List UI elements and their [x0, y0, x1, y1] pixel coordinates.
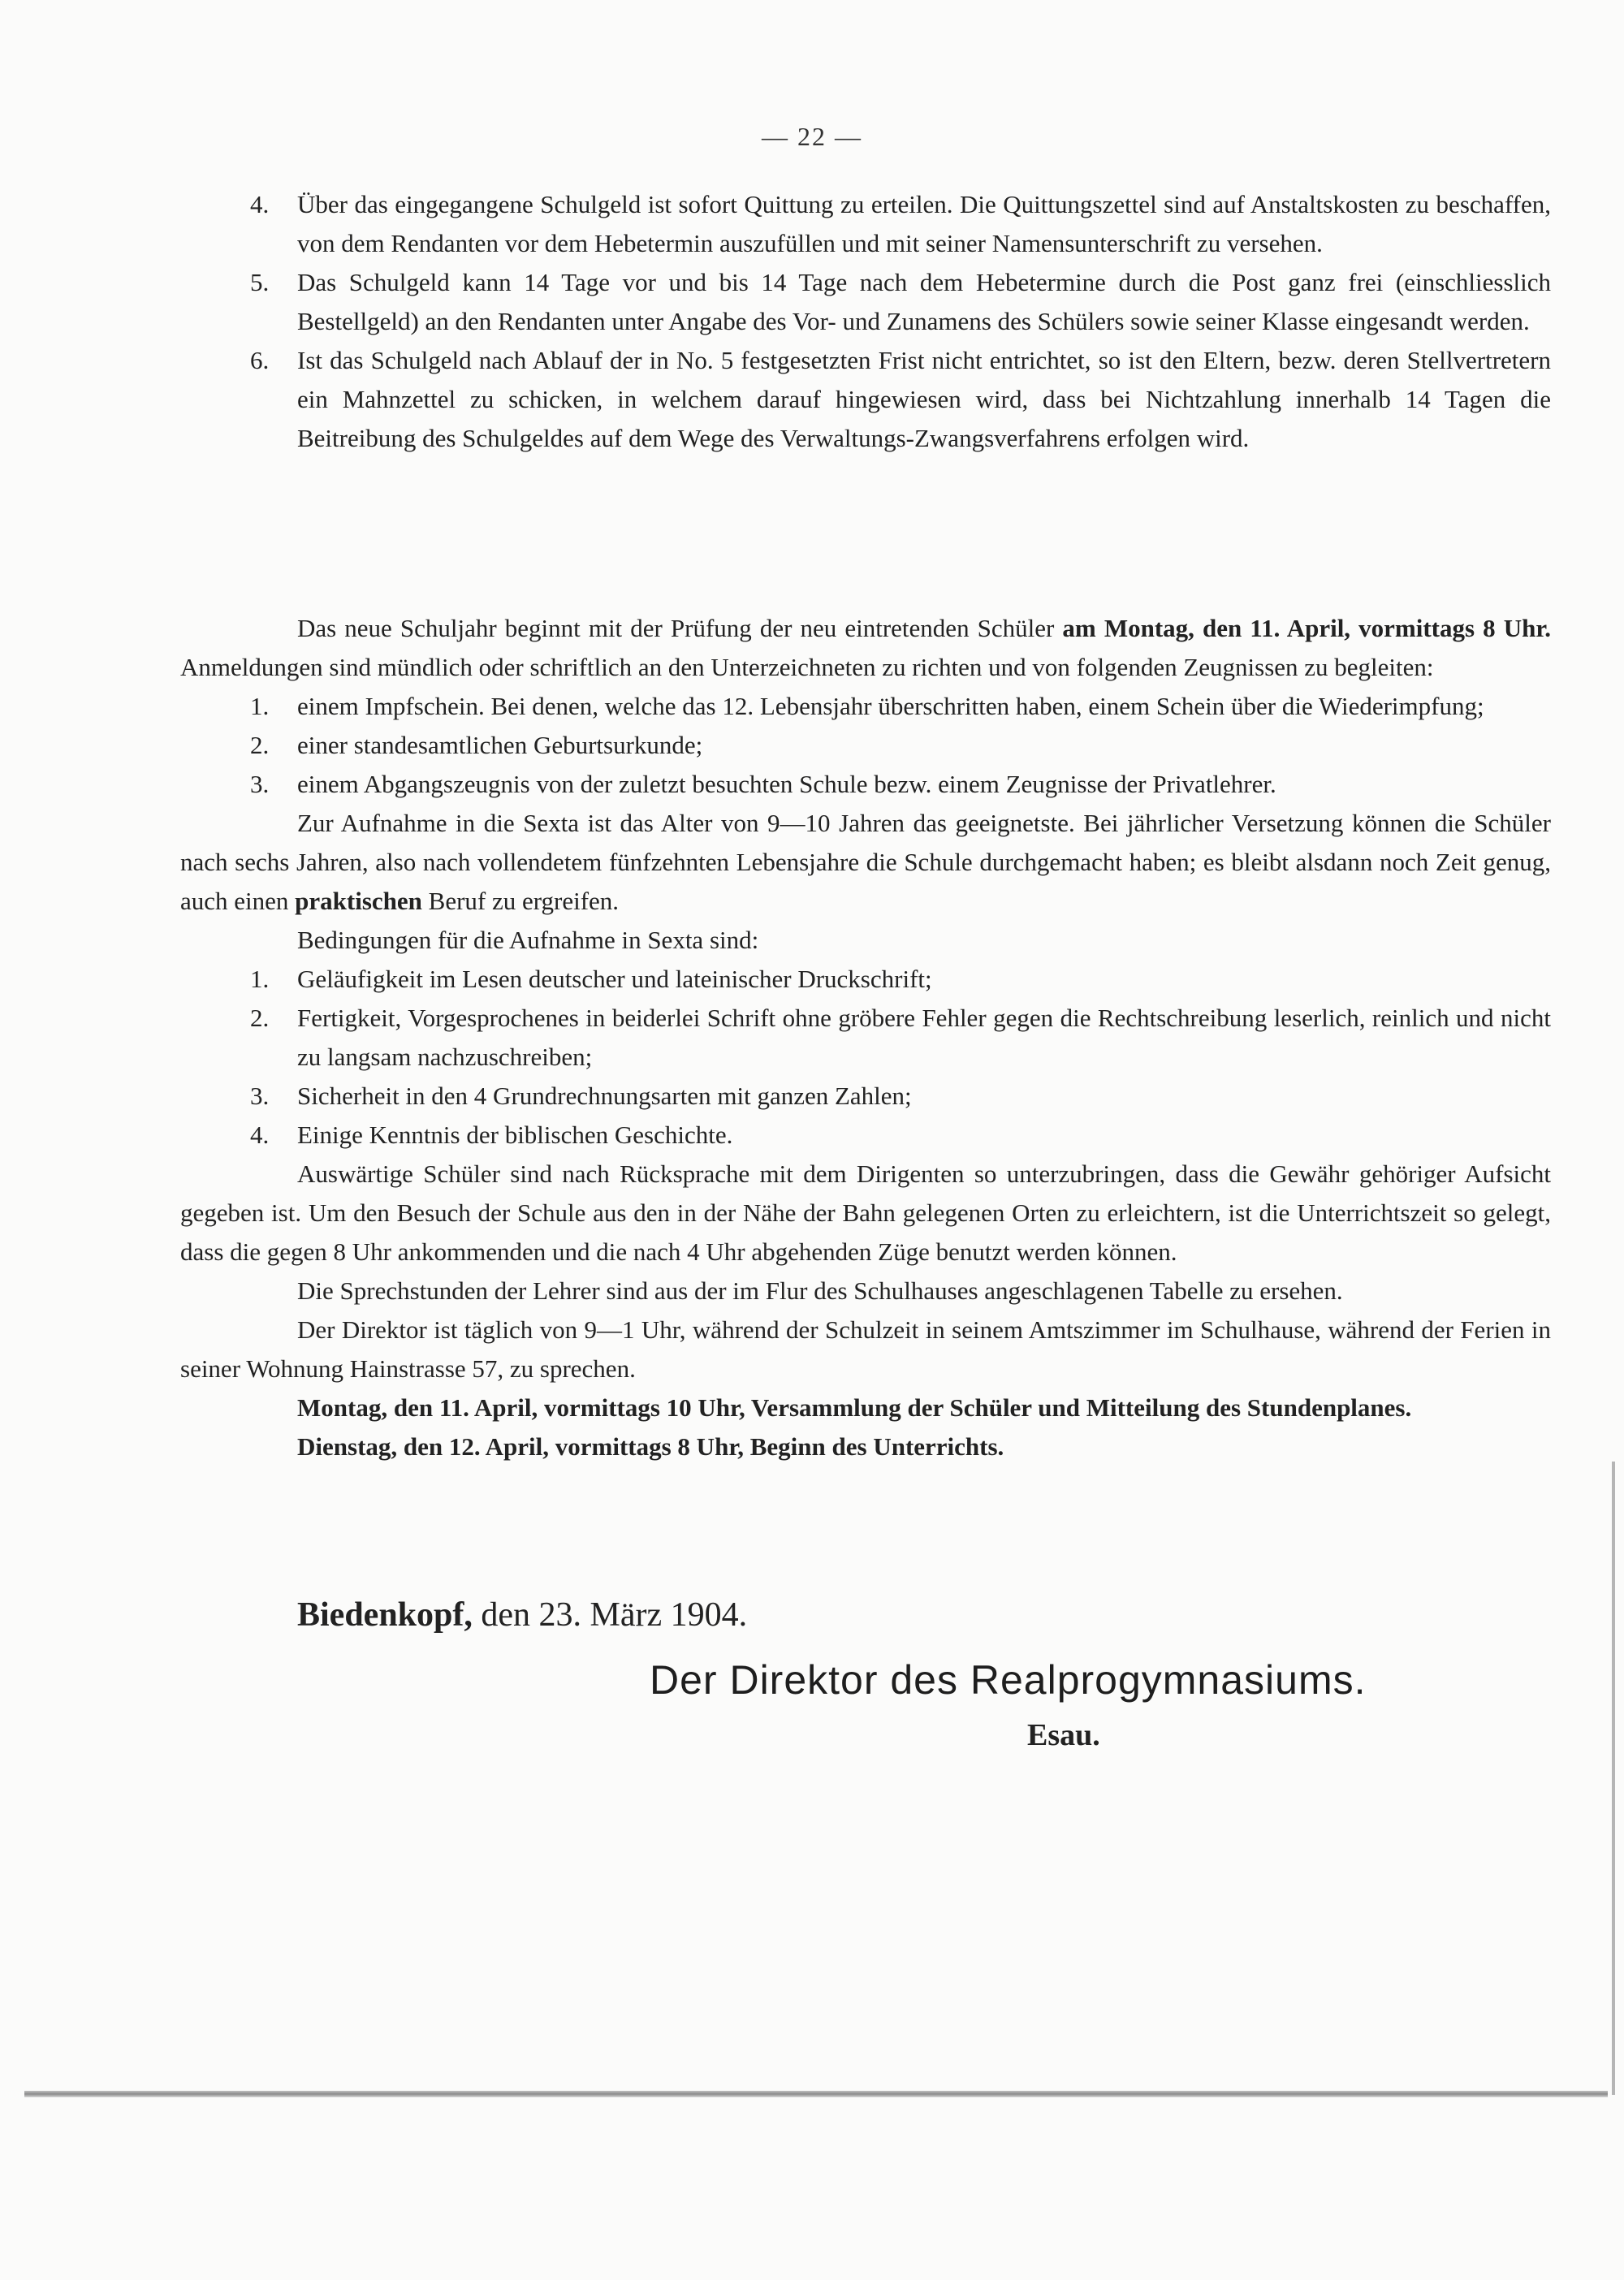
list-item — [180, 1116, 1551, 1155]
item-number: 1. — [250, 965, 270, 993]
item-number: 3. — [250, 770, 270, 798]
school-year-paragraph — [180, 609, 1551, 687]
item-text: Das Schulgeld kann 14 Tage vor und bis 14 Tage nach dem Hebetermine durch die Post ganz frei (einschliesslich Bestellgeld) an den Rendanten unter Angabe des Vor- und Zunamens des Schülers sowie seiner Klasse eingesandt werden. — [297, 268, 1551, 335]
admission-before: Zur Aufnahme in die Sexta ist das Alter von 9—10 Jahren das geeignetste. Bei jährlicher Versetzung können die Schüler nach sechs Jahren, also nach vollendetem fünfzehnten Lebensjahre die Schule durchgemacht haben; es bleibt alsdann noch Zeit genug, auch einen — [180, 809, 1551, 915]
item-number: 4. — [250, 190, 270, 218]
signature-date: den 23. März 1904. — [481, 1596, 748, 1634]
admission-after: Beruf zu ergreifen. — [428, 887, 620, 915]
list-item — [180, 341, 1551, 458]
list-item — [180, 765, 1551, 804]
list-item — [180, 999, 1551, 1077]
signature-place-date — [297, 1596, 747, 1634]
item-text: Geläufigkeit im Lesen deutscher und lateinischer Druckschrift; — [297, 965, 932, 993]
list-item — [180, 960, 1551, 999]
item-number: 2. — [250, 731, 270, 759]
item-text: einem Abgangszeugnis von der zuletzt besuchten Schule bezw. einem Zeugnisse der Privatlehrer. — [297, 770, 1276, 798]
fee-rules — [180, 185, 1551, 458]
item-text: Fertigkeit, Vorgesprochenes in beiderlei Schrift ohne gröbere Fehler gegen die Rechtschreibung leserlich, reinlich und nicht zu langsam nachzuschreiben; — [297, 1004, 1551, 1071]
school-year-rest: Anmeldungen sind mündlich oder schriftlich an den Unterzeichneten zu richten und von folgenden Zeugnissen zu begleiten: — [180, 653, 1434, 681]
item-number: 6. — [250, 346, 270, 374]
item-text: Ist das Schulgeld nach Ablauf der in No. 5 festgesetzten Frist nicht entrichtet, so ist den Eltern, bezw. deren Stellvertretern ein Mahnzettel zu schicken, in welchem darauf hingewiesen wird, dass bei Nichtzahlung innerhalb 14 Tagen die Beitreibung des Schulgeldes auf dem Wege des Verwaltungs-Zwangsverfahrens erfolgen wird. — [297, 346, 1551, 452]
list-item — [180, 185, 1551, 263]
item-text: einem Impfschein. Bei denen, welche das 12. Lebensjahr überschritten haben, einem Schein über die Wiederimpfung; — [297, 692, 1484, 720]
external-students-paragraph: Auswärtige Schüler sind nach Rücksprache mit dem Dirigenten so unterzubringen, dass die Gewähr gehöriger Aufsicht gegeben ist. Um den Besuch der Schule aus den in der Nähe der Bahn gelegenen Orten zu erleichtern, ist die Unterrichtszeit so gelegt, dass die gegen 8 Uhr ankommenden und die nach 4 Uhr abgehenden Züge benutzt werden können. — [180, 1159, 1551, 1266]
school-year-date: am Montag, den 11. April, vormittags 8 Uhr. — [1062, 614, 1551, 642]
item-number: 5. — [250, 268, 270, 296]
page-number: — 22 — — [762, 122, 862, 151]
item-text: Sicherheit in den 4 Grundrechnungsarten mit ganzen Zahlen; — [297, 1082, 912, 1110]
item-number: 3. — [250, 1082, 270, 1110]
item-text: Über das eingegangene Schulgeld ist sofort Quittung zu erteilen. Die Quittungszettel sind auf Anstaltskosten zu beschaffen, von dem Rendanten vor dem Hebetermin auszufüllen und mit seiner Namensunterschrift zu versehen. — [297, 190, 1551, 257]
item-number: 4. — [250, 1121, 270, 1149]
item-number: 1. — [250, 692, 270, 720]
signature-place: Biedenkopf, — [297, 1596, 473, 1634]
announcement-classes-begin: Dienstag, den 12. April, vormittags 8 Uhr, Beginn des Unterrichts. — [297, 1432, 1004, 1461]
director-title: Der Direktor des Realprogymnasiums. — [650, 1657, 1367, 1703]
list-item — [180, 726, 1551, 765]
director-name: Esau. — [1027, 1718, 1100, 1752]
announcement-assembly: Montag, den 11. April, vormittags 10 Uhr, Versammlung der Schüler und Mitteilung des Stundenplanes. — [297, 1393, 1412, 1422]
list-item — [180, 1077, 1551, 1116]
admission-bold: praktischen — [295, 887, 422, 915]
scan-bottom-line — [24, 2091, 1608, 2097]
office-hours-paragraph: Die Sprechstunden der Lehrer sind aus der im Flur des Schulhauses angeschlagenen Tabelle zu ersehen. — [297, 1276, 1343, 1305]
conditions-heading: Bedingungen für die Aufnahme in Sexta sind: — [297, 926, 759, 954]
item-text: Einige Kenntnis der biblischen Geschichte. — [297, 1121, 733, 1149]
list-item — [180, 263, 1551, 341]
item-number: 2. — [250, 1004, 270, 1032]
admission-paragraph — [180, 804, 1551, 921]
school-year-section — [180, 609, 1551, 1466]
item-text: einer standesamtlichen Geburtsurkunde; — [297, 731, 703, 759]
list-item — [180, 687, 1551, 726]
school-year-intro: Das neue Schuljahr beginnt mit der Prüfung der neu eintretenden Schüler — [297, 614, 1055, 642]
scan-edge-line — [1612, 1462, 1615, 2095]
director-hours-paragraph: Der Direktor ist täglich von 9—1 Uhr, während der Schulzeit in seinem Amtszimmer im Schulhause, während der Ferien in seiner Wohnung Hainstrasse 57, zu sprechen. — [180, 1315, 1551, 1383]
